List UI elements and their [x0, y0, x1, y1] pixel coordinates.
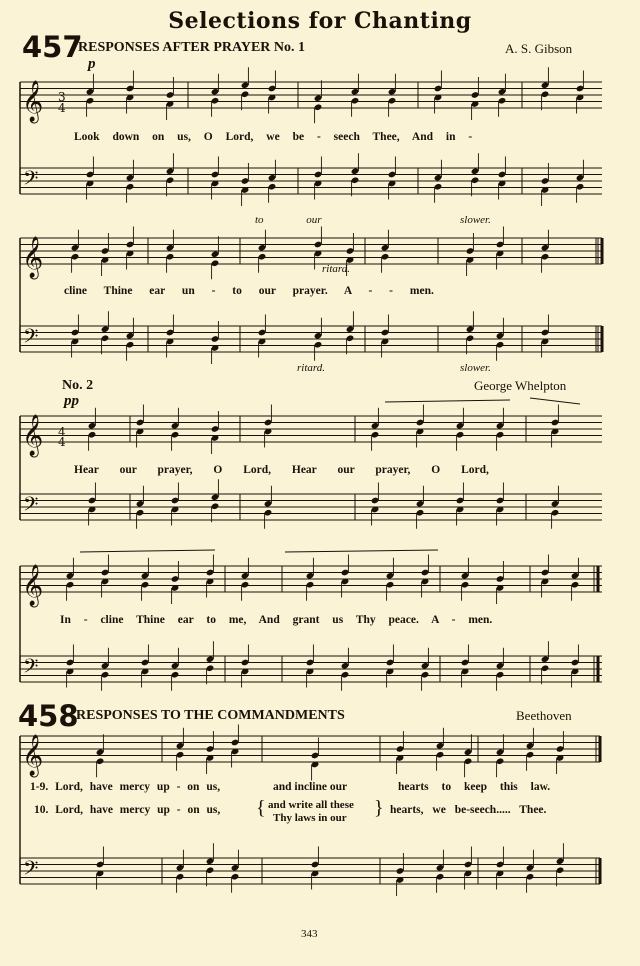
time-sig-bottom: 4: [58, 435, 66, 449]
dynamic-marking-457: p: [88, 56, 96, 72]
crescendo-line: [80, 550, 215, 552]
treble-clef-icon: 𝄞: [22, 565, 44, 606]
lyrics-458-line2c: hearts, we be-seech..... Thee.: [390, 804, 547, 816]
crescendo-line: [285, 550, 438, 552]
brace-right: }: [374, 797, 384, 819]
treble-clef-icon: 𝄞: [22, 81, 44, 122]
page-number: 343: [301, 928, 318, 940]
composer-457: A. S. Gibson: [505, 41, 573, 56]
hymn-title-458: RESPONSES TO THE COMMANDMENTS: [76, 708, 345, 723]
bass-clef-icon: 𝄢: [23, 654, 39, 683]
composer-no2: George Whelpton: [474, 378, 567, 393]
bass-clef-icon: 𝄢: [23, 856, 39, 885]
lyrics-458-line2b2: Thy laws in our: [273, 812, 347, 824]
hymn-number-457: 457: [22, 30, 83, 64]
lyrics-457-line1: Look down on us, O Lord, we be - seech Thee, And in -: [74, 131, 473, 143]
time-sig-top: 3: [58, 90, 66, 104]
lyrics-no2-line1: Hear our prayer, O Lord, Hear our prayer, O Lord,: [74, 464, 489, 476]
dynamic-marking-no2: pp: [64, 393, 79, 409]
bass-clef-icon: 𝄢: [23, 324, 39, 353]
brace-left: {: [256, 797, 266, 819]
lyrics-458-line2a: 10. Lord, have mercy up - on us,: [34, 804, 221, 816]
lyrics-458-line1a: 1-9. Lord, have mercy up - on us,: [30, 781, 221, 793]
interlude-words-457: to our: [255, 214, 322, 226]
tempo-slower-bottom-457: slower.: [460, 362, 491, 374]
treble-clef-icon: 𝄞: [22, 237, 44, 278]
composer-458: Beethoven: [516, 708, 572, 723]
lyrics-no2-line2: In - cline Thine ear to me, And grant us Thy peace. A - men.: [60, 614, 493, 626]
tempo-ritard-bottom-457: ritard.: [297, 362, 326, 374]
lyrics-457-line2: cline Thine ear un - to our prayer. A - - men.: [64, 285, 434, 297]
treble-clef-icon: 𝄞: [22, 735, 44, 776]
time-sig-top: 4: [58, 425, 66, 439]
page-title: Selections for Chanting: [168, 8, 472, 34]
lyrics-458-line1b: and incline our: [273, 781, 348, 793]
bass-clef-icon: 𝄢: [23, 166, 39, 195]
bass-clef-icon: 𝄢: [23, 492, 39, 521]
tempo-ritard-457: ritard.: [322, 263, 351, 275]
treble-clef-icon: 𝄞: [22, 415, 44, 456]
hymn-number-458: 458: [18, 699, 79, 733]
section-label-no2: No. 2: [62, 378, 94, 393]
lyrics-458-line2b1: and write all these: [268, 799, 354, 811]
hymn-title-457: RESPONSES AFTER PRAYER No. 1: [78, 40, 306, 55]
lyrics-458-line1c: hearts to keep this law.: [398, 781, 551, 793]
time-sig-bottom: 4: [58, 101, 66, 115]
tempo-slower-457: slower.: [460, 214, 491, 226]
crescendo-line: [385, 400, 510, 402]
decrescendo-line: [530, 398, 580, 404]
